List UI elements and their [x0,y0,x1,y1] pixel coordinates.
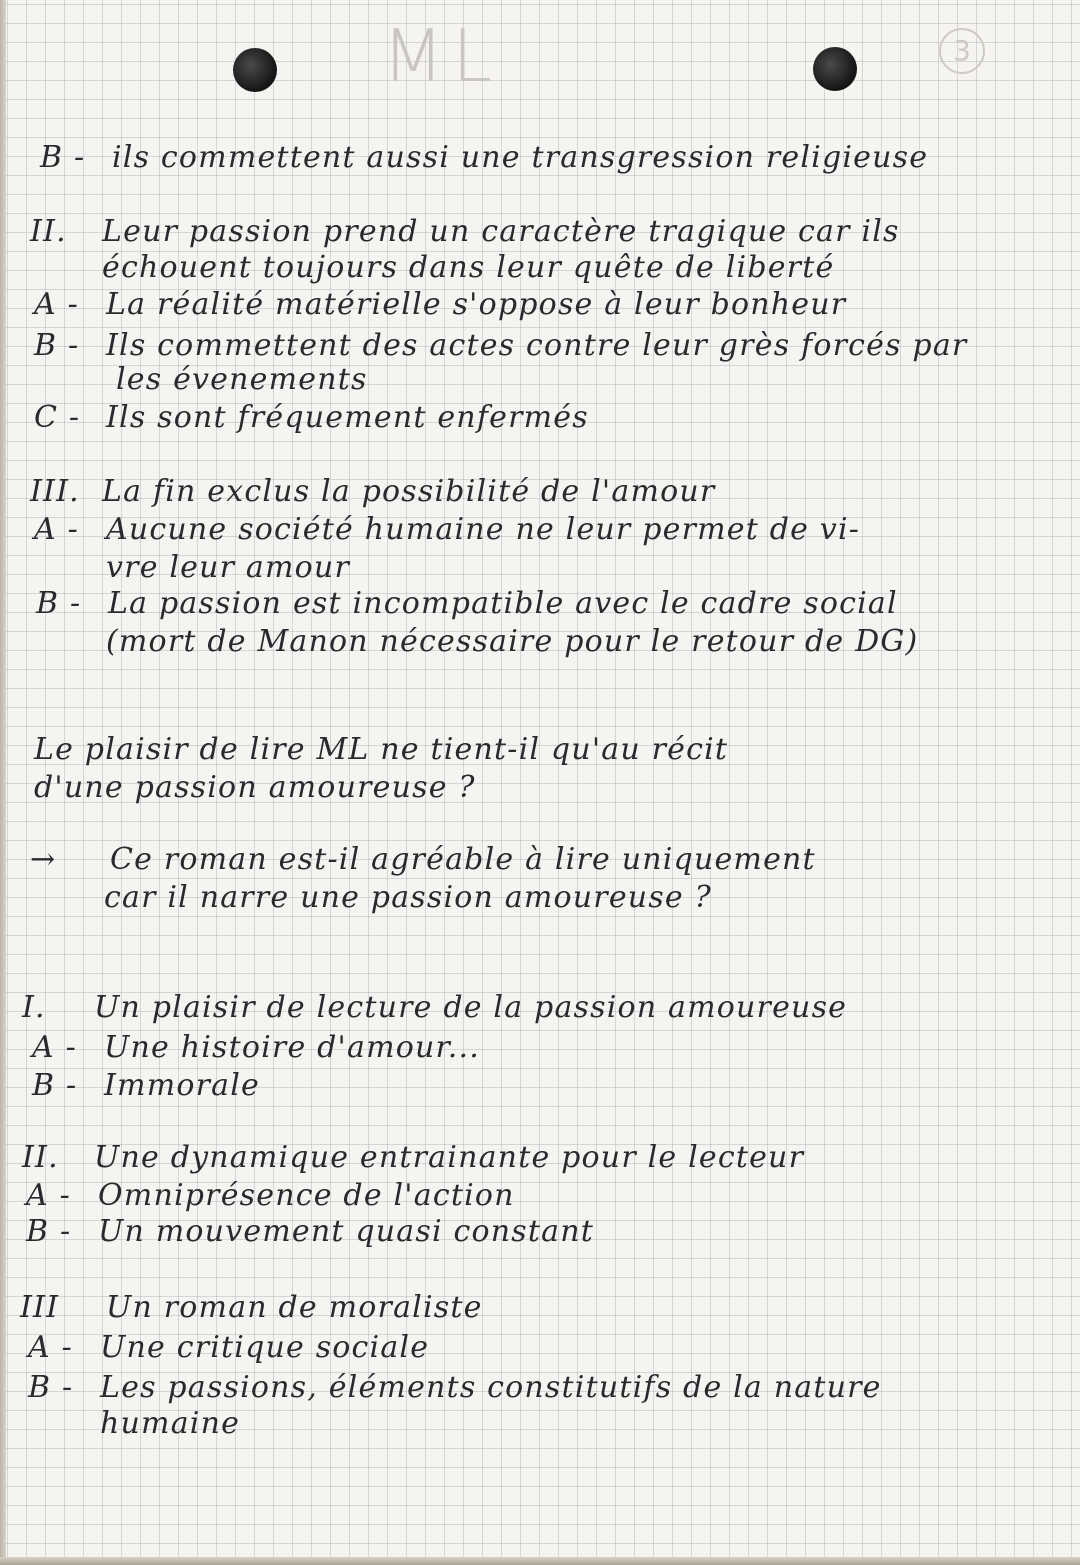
page-bottom-edge [0,1557,1080,1565]
reformulation-line-2 [104,880,712,915]
plan-line-4 [22,1140,804,1175]
outline-line-12 [106,624,918,659]
outline-text: Ce roman est-il agréable à lire uniquement [110,842,816,877]
outline-text: Ils commettent des actes contre leur grès forcés par [106,328,968,363]
question-line-1 [34,732,728,767]
outline-line-1 [40,140,928,175]
page-header-title: ML [382,14,501,98]
outline-text: La fin exclus la possibilité de l'amour [102,474,716,509]
outline-text: Aucune société humaine ne leur permet de vi- [106,512,861,547]
outline-text: Ils sont fréquement enfermés [106,400,589,435]
outline-line-10 [106,550,350,585]
outline-text: vre leur amour [106,550,350,585]
plan-line-9 [28,1370,882,1405]
reformulation-line-1 [30,842,816,877]
plan-line-8 [28,1330,429,1365]
outline-text: Une histoire d'amour... [104,1030,480,1065]
outline-marker: II. [30,214,67,249]
outline-line-4 [34,287,846,322]
outline-line-11 [36,586,898,621]
arrow-right-icon: → [30,842,57,877]
binder-hole-right [813,47,857,91]
question-line-2 [34,770,476,805]
outline-line-7 [34,400,589,435]
page-number: 3 [939,28,985,74]
outline-text: les évenements [116,362,368,397]
outline-text: d'une passion amoureuse ? [34,770,476,805]
outline-text: Omniprésence de l'action [98,1178,515,1213]
outline-marker: B - [28,1370,74,1405]
outline-text: Un mouvement quasi constant [98,1214,595,1249]
outline-marker: B - [34,328,80,363]
outline-text: car il narre une passion amoureuse ? [104,880,712,915]
outline-marker: I. [22,990,46,1025]
outline-text: Un plaisir de lecture de la passion amoureuse [94,990,848,1025]
page-left-edge [0,0,6,1565]
outline-marker: A - [28,1330,73,1365]
outline-line-6 [116,362,368,397]
outline-text: Un roman de moraliste [106,1290,483,1325]
outline-marker: B - [26,1214,72,1249]
outline-text: Immorale [104,1068,260,1103]
outline-marker: B - [40,140,86,175]
outline-text: La passion est incompatible avec le cadre social [108,586,898,621]
outline-marker: III [20,1290,60,1325]
outline-marker: B - [32,1068,78,1103]
outline-marker: II. [22,1140,59,1175]
outline-line-9 [34,512,860,547]
outline-text: ils commettent aussi une transgression religieuse [112,140,929,175]
plan-line-5 [26,1178,515,1213]
outline-text: La réalité matérielle s'oppose à leur bonheur [106,287,847,322]
outline-line-5 [34,328,967,363]
plan-line-1 [22,990,847,1025]
outline-line-2 [30,214,900,249]
outline-text: Une critique sociale [100,1330,430,1365]
outline-text: humaine [100,1406,241,1441]
plan-line-10 [100,1406,240,1441]
outline-marker: A - [32,1030,77,1065]
plan-line-6 [26,1214,594,1249]
plan-line-3 [32,1068,260,1103]
outline-text: Leur passion prend un caractère tragique car ils [102,214,900,249]
outline-marker: III. [30,474,80,509]
plan-line-2 [32,1030,480,1065]
outline-text: Les passions, éléments constitutifs de la nature [100,1370,882,1405]
outline-line-3 [102,250,834,285]
plan-line-7 [20,1290,483,1325]
outline-line-8 [30,474,715,509]
outline-marker: A - [26,1178,71,1213]
outline-marker: C - [34,400,81,435]
outline-text: (mort de Manon nécessaire pour le retour de DG) [106,624,919,659]
outline-text: Le plaisir de lire ML ne tient-il qu'au récit [34,732,729,767]
outline-marker: A - [34,512,79,547]
outline-text: échouent toujours dans leur quête de liberté [102,250,835,285]
outline-text: Une dynamique entrainante pour le lecteur [94,1140,805,1175]
binder-hole-left [233,48,277,92]
outline-marker: B - [36,586,82,621]
outline-marker: A - [34,287,79,322]
